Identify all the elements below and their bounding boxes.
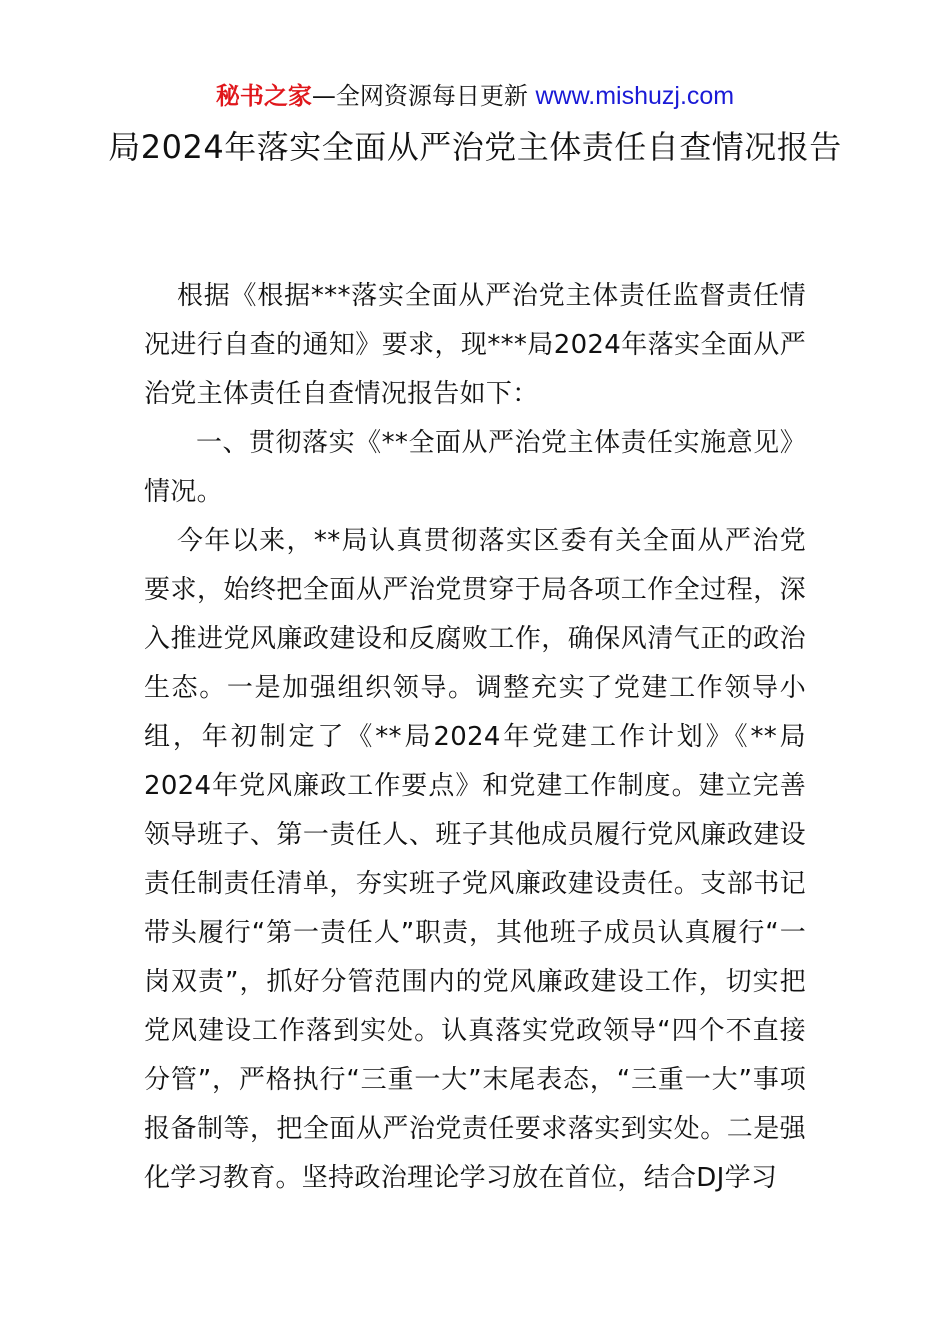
brand-name: 秘书之家 [215,82,312,110]
section-heading-1: 一、贯彻落实《**全面从严治党主体责任实施意见》情况。 [144,428,806,507]
header-tagline: —全网资源每日更新 [311,82,528,110]
document-title: 局2024年落实全面从严治党主体责任自查情况报告 [108,128,842,166]
site-url-link[interactable]: www.mishuzj.com [535,82,735,110]
site-header [0,80,950,112]
document-body [144,272,806,1203]
intro-paragraph: 根据《根据***落实全面从严治党主体责任监督责任情况进行自查的通知》要求，现***局2024年落实全面从严治党主体责任自查情况报告如下： [144,281,806,409]
section-1-paragraph: 今年以来，**局认真贯彻落实区委有关全面从严治党要求，始终把全面从严治党贯穿于局各项工作全过程，深入推进党风廉政建设和反腐败工作，确保风清气正的政治生态。一是加强组织领导。调整充实了党建工作领导小组，年初制定了《**局2024年党建工作计划》《**局2024年党风廉政工作要点》和党建工作制度。建立完善领导班子、第一责任人、班子其他成员履行党风廉政建设责任制责任清单，夯实班子党风廉政建设责任。支部书记带头履行“第一责任人”职责，其他班子成员认真履行“一岗双责”，抓好分管范围内的党风廉政建设工作，切实把党风建设工作落到实处。认真落实党政领导“四个不直接分管”，严格执行“三重一大”末尾表态，“三重一大”事项报备制等，把全面从严治党责任要求落实到实处。二是强化学习教育。坚持政治理论学习放在首位，结合DJ学习 [144,526,806,1193]
